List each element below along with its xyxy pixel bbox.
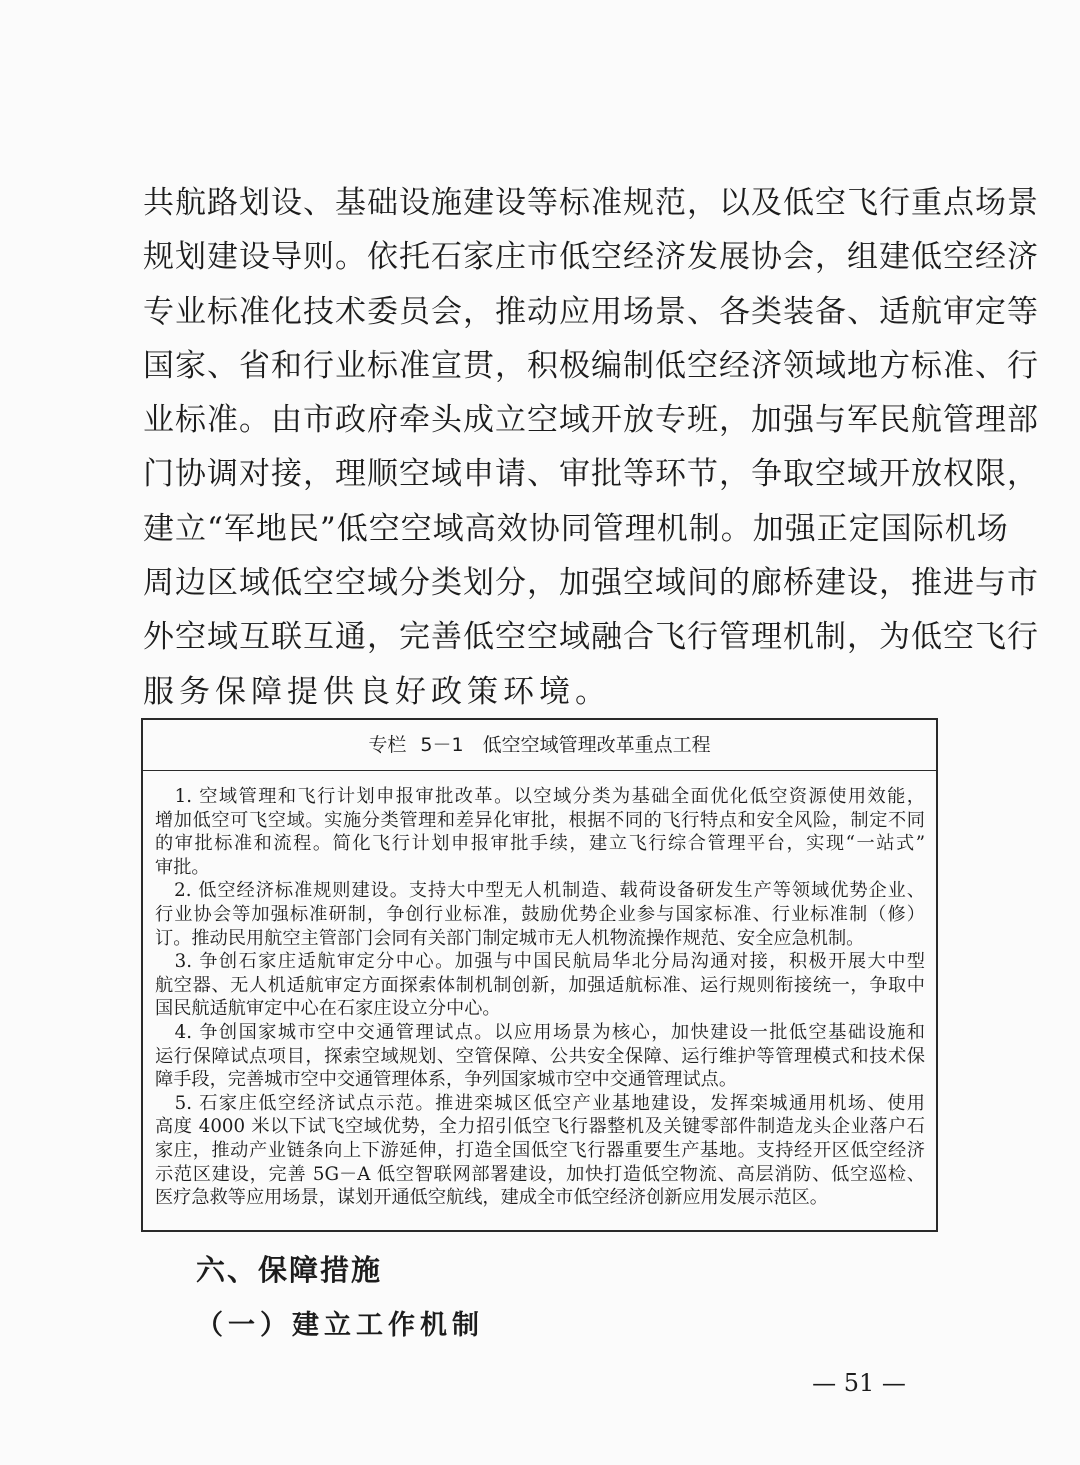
box-line: 订。推动民用航空主管部门会同有关部门制定城市无人机物流操作规范、安全应急机制。 [155, 927, 865, 949]
box-line: 医疗急救等应用场景，谋划开通低空航线，建成全市低空经济创新应用发展示范区。 [155, 1187, 828, 1209]
box-line: 家庄，推动产业链条向上下游延伸，打造全国低空飞行器重要生产基地。支持经开区低空经济 [155, 1139, 925, 1161]
box-line: 航空器、无人机适航审定方面探索体制机制创新，加强适航标准、运行规则衔接统一，争取中 [155, 974, 925, 996]
box-line: 1. 空域管理和飞行计划申报审批改革。以空域分类为基础全面优化低空资源使用效能， [155, 786, 925, 807]
body-line: 服务保障提供良好政策环境。 [143, 673, 611, 710]
body-line: 周边区域低空空域分类划分，加强空域间的廊桥建设，推进与市 [143, 565, 1039, 602]
box-line: 2. 低空经济标准规则建设。支持大中型无人机制造、载荷设备研发生产等领域优势企业、 [155, 880, 925, 902]
box-line: 4. 争创国家城市空中交通管理试点。以应用场景为核心，加快建设一批低空基础设施和 [155, 1021, 925, 1043]
box-line: 障手段，完善城市空中交通管理体系，争列国家城市空中交通管理试点。 [155, 1069, 738, 1091]
body-line: 业标准。由市政府牵头成立空域开放专班，加强与军民航管理部 [143, 402, 1039, 439]
body-text [143, 176, 1039, 719]
body-line: 建立“军地民”低空空域高效协同管理机制。加强正定国际机场 [143, 510, 1009, 547]
body-line: 国家、省和行业标准宣贯，积极编制低空经济领域地方标准、行 [143, 347, 1039, 384]
box-line: 行业协会等加强标准研制，争创行业标准，鼓励优势企业参与国家标准、行业标准制（修） [155, 903, 925, 925]
box-line: 增加低空可飞空域。实施分类管理和差异化审批，根据不同的飞行特点和安全风险，制定不同 [155, 809, 925, 831]
body-line: 专业标准化技术委员会，推动应用场景、各类装备、适航审定等 [143, 293, 1039, 330]
box-line: 高度 4000 米以下试飞空域优势，全力招引低空飞行器整机及关键零部件制造龙头企业落户石 [155, 1116, 925, 1138]
box-line: 的审批标准和流程。简化飞行计划申报审批手续，建立飞行综合管理平台，实现“一站式” [155, 833, 925, 855]
subsection-heading: （一）建立工作机制 [196, 1310, 484, 1341]
box-line: 5. 石家庄低空经济试点示范。推进栾城区低空产业基地建设，发挥栾城通用机场、使用 [155, 1092, 925, 1114]
box-line: 3. 争创石家庄适航审定分中心。加强与中国民航局华北分局沟通对接，积极开展大中型 [155, 951, 925, 973]
feature-box-title: 专栏 5－1 低空空域管理改革重点工程 [143, 720, 936, 771]
body-line: 外空域互联互通，完善低空空域融合飞行管理机制，为低空飞行 [143, 619, 1039, 656]
box-line: 国民航适航审定中心在石家庄设立分中心。 [155, 998, 501, 1020]
body-line: 共航路划设、基础设施建设等标准规范，以及低空飞行重点场景 [143, 185, 1039, 221]
feature-box-body [143, 771, 936, 1210]
box-line: 示范区建设，完善 5G－A 低空智联网部署建设，加快打造低空物流、高层消防、低空巡检、 [155, 1163, 925, 1185]
section-heading: 六、保障措施 [196, 1253, 383, 1287]
body-line: 规划建设导则。依托石家庄市低空经济发展协会，组建低空经济 [143, 239, 1039, 276]
body-line: 门协调对接，理顺空域申请、审批等环节，争取空域开放权限， [143, 456, 1039, 493]
box-line: 运行保障试点项目，探索空域规划、空管保障、公共安全保障、运行维护等管理模式和技术保 [155, 1045, 925, 1067]
page-number: — 51 — [812, 1369, 906, 1397]
feature-box [141, 718, 938, 1232]
box-line: 审批。 [155, 856, 210, 878]
